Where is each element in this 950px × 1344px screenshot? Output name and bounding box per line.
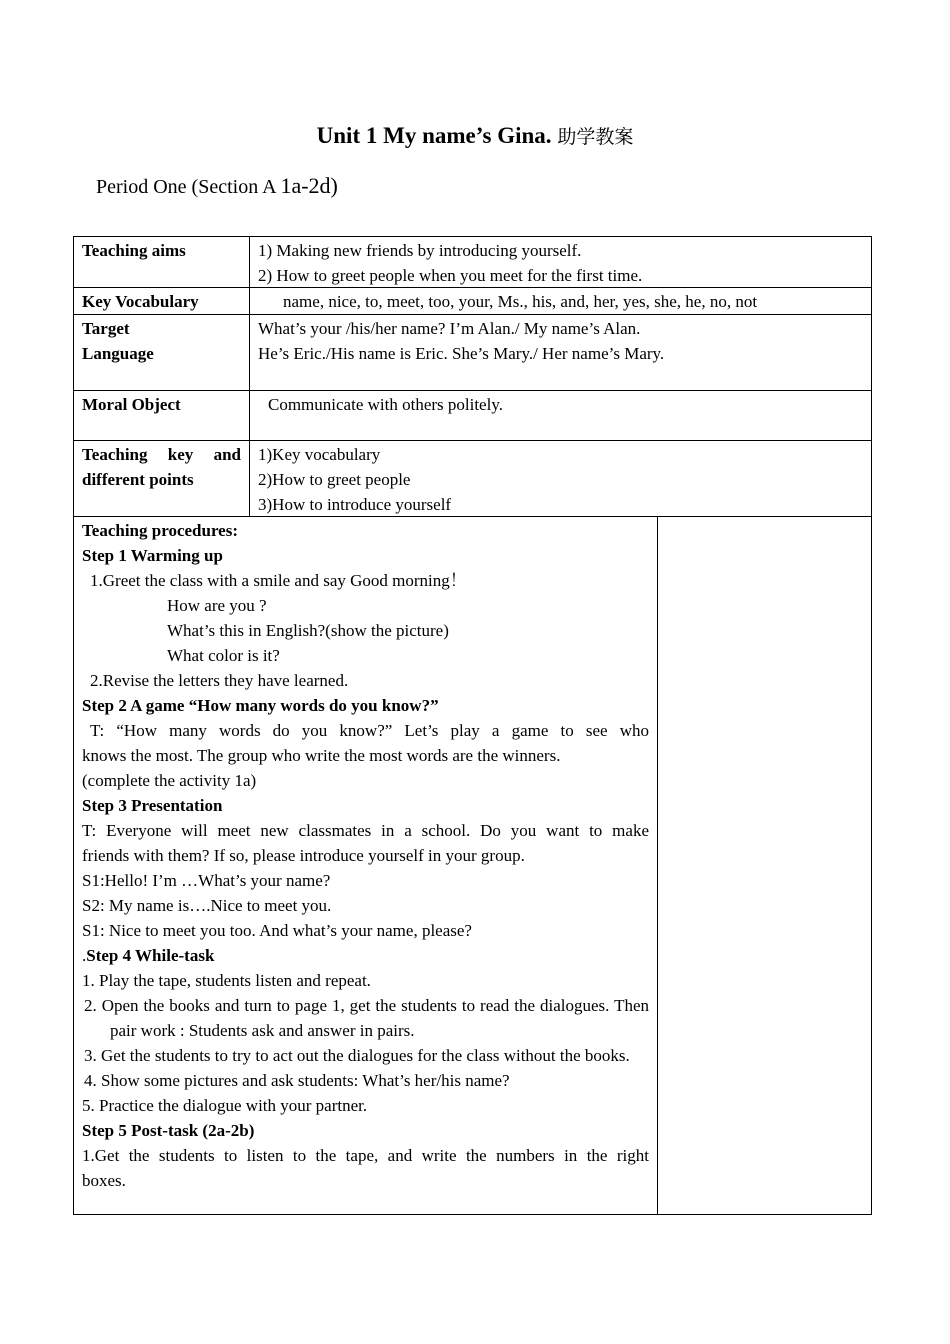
row-divider bbox=[73, 390, 872, 391]
period-section: Period One (Section A bbox=[96, 176, 276, 198]
label-moral-object: Moral Object bbox=[82, 395, 181, 414]
step-line: 2. Open the books and turn to page 1, get the students to read the dialogues. Then pair work : Students ask and answer in pairs. bbox=[84, 996, 649, 1040]
key-point-item: 3)How to introduce yourself bbox=[258, 495, 452, 514]
procedures-heading: Teaching procedures: bbox=[82, 521, 239, 540]
label-line: different points bbox=[82, 470, 194, 489]
key-point-text: )Key vocabulary bbox=[266, 445, 381, 464]
row-divider bbox=[73, 440, 872, 441]
step-line: What color is it? bbox=[167, 646, 280, 665]
label-line: Language bbox=[82, 344, 154, 363]
step-title bbox=[82, 943, 649, 968]
step-line: 1.Get the students to listen to the tape, and write the numbers in the right bbox=[82, 1146, 649, 1165]
step-title-text: Step 4 While-task bbox=[86, 946, 215, 965]
step-line: friends with them? If so, please introduce yourself in your group. bbox=[82, 846, 525, 865]
step-title: Step 2 A game “How many words do you know?” bbox=[82, 696, 439, 715]
step-line: S2: My name is….Nice to meet you. bbox=[82, 896, 332, 915]
key-point-item: 2)How to greet people bbox=[258, 470, 411, 489]
step-line: How are you ? bbox=[167, 596, 267, 615]
moral-object-content: Communicate with others politely. bbox=[268, 395, 503, 414]
step-line: 2.Revise the letters they have learned. bbox=[90, 671, 349, 690]
step-prefix: . bbox=[82, 946, 87, 965]
row-divider bbox=[73, 314, 872, 315]
key-point-item bbox=[258, 442, 862, 467]
step-title: Step 5 Post-task (2a-2b) bbox=[82, 1121, 255, 1140]
step-line: 3. Get the students to try to act out the dialogues for the class without the books. bbox=[84, 1046, 630, 1065]
step-line: T: Everyone will meet new classmates in a school. Do you want to make bbox=[82, 821, 649, 840]
teaching-procedures bbox=[74, 518, 657, 1193]
step-line: (complete the activity 1a) bbox=[82, 771, 257, 790]
sentence: What’s your /his/her name? I’m Alan./ My name’s Alan. bbox=[258, 319, 641, 338]
label-teaching-aims: Teaching aims bbox=[82, 241, 186, 260]
step-line: What’s this in English?(show the picture) bbox=[167, 621, 449, 640]
aim-item: 1) Making new friends by introducing yourself. bbox=[258, 241, 582, 260]
key-vocabulary-content: name, nice, to, meet, too, your, Ms., his, and, her, yes, she, he, no, not bbox=[283, 292, 758, 311]
period-range: 1a-2d) bbox=[280, 173, 338, 198]
table-border-bottom bbox=[73, 1214, 872, 1215]
step-line: knows the most. The group who write the most words are the winners. bbox=[82, 746, 561, 765]
step-title: Step 3 Presentation bbox=[82, 796, 223, 815]
step-title: Step 1 Warming up bbox=[82, 546, 223, 565]
target-language-content bbox=[250, 316, 870, 366]
aim-item: 2) How to greet people when you meet for the first time. bbox=[258, 266, 643, 285]
label-target-language bbox=[74, 316, 249, 366]
label-key-vocabulary: Key Vocabulary bbox=[82, 292, 199, 311]
step-line: T: “How many words do you know?” Let’s play a game to see who bbox=[90, 721, 649, 740]
label-line: Target bbox=[82, 319, 130, 338]
teaching-aims-content bbox=[250, 238, 870, 288]
key-point-number: 1 bbox=[258, 445, 267, 464]
label-key-points bbox=[74, 442, 249, 492]
step-line: S1: Nice to meet you too. And what’s your name, please? bbox=[82, 921, 472, 940]
label-line: Teaching key and bbox=[82, 445, 241, 464]
key-points-content bbox=[250, 442, 870, 517]
table-border-right bbox=[871, 236, 872, 1215]
step-line: S1:Hello! I’m …What’s your name? bbox=[82, 871, 331, 890]
step-line: 1.Greet the class with a smile and say Good morning！ bbox=[90, 571, 467, 590]
step-line: boxes. bbox=[82, 1171, 126, 1190]
period-subtitle bbox=[96, 173, 338, 199]
notes-column bbox=[658, 518, 871, 1213]
step-line: 1. Play the tape, students listen and repeat. bbox=[82, 971, 371, 990]
title-cn: 助学教案 bbox=[557, 126, 634, 148]
step-line: 5. Practice the dialogue with your partner. bbox=[82, 1096, 368, 1115]
table-border-top bbox=[73, 236, 872, 237]
step-line: 4. Show some pictures and ask students: What’s her/his name? bbox=[84, 1071, 510, 1090]
title-en: Unit 1 My name’s Gina. bbox=[316, 123, 552, 148]
page-title bbox=[0, 122, 950, 149]
sentence: He’s Eric./His name is Eric. She’s Mary./ Her name’s Mary. bbox=[258, 344, 665, 363]
